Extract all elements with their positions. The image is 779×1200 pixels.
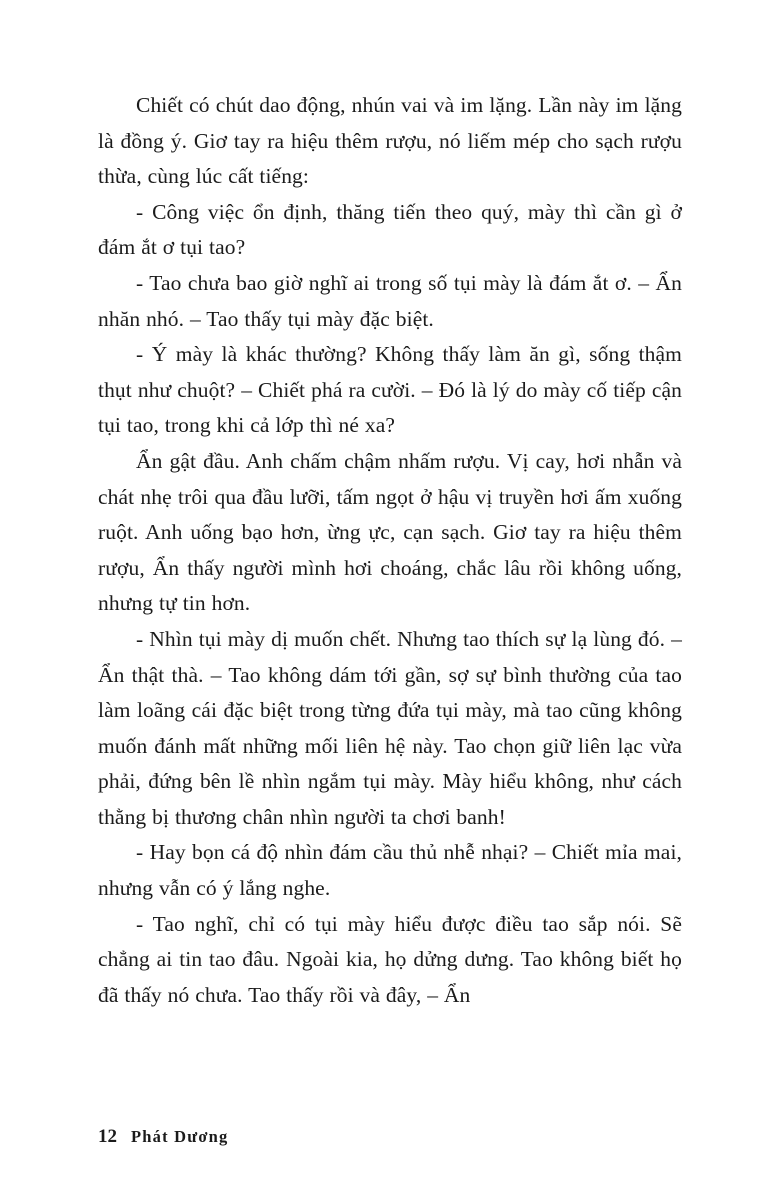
paragraph: - Hay bọn cá độ nhìn đám cầu thủ nhễ nhại? – Chiết mỉa mai, nhưng vẫn có ý lắng nghe. — [98, 840, 682, 901]
page-number: 12 — [98, 1126, 117, 1147]
paragraph: Ẩn gật đầu. Anh chấm chậm nhấm rượu. Vị cay, hơi nhẫn và chát nhẹ trôi qua đầu lưỡi, tấm ngọt ở hậu vị truyền hơi ấm xuống ruột. Anh uống bạo hơn, ừng ực, cạn sạch. Giơ tay ra hiệu thêm rượu, Ẩn thấy người mình hơi choáng, chắc lâu rồi không uống, nhưng tự tin hơn. — [98, 448, 682, 616]
page-footer — [98, 1126, 229, 1148]
paragraph: - Tao chưa bao giờ nghĩ ai trong số tụi mày là đám ắt ơ. – Ẩn nhăn nhó. – Tao thấy tụi mày đặc biệt. — [98, 270, 682, 331]
paragraph: - Ý mày là khác thường? Không thấy làm ăn gì, sống thậm thụt như chuột? – Chiết phá ra cười. – Đó là lý do mày cố tiếp cận tụi tao, trong khi cả lớp thì né xa? — [98, 342, 682, 438]
paragraph: - Tao nghĩ, chỉ có tụi mày hiểu được điều tao sắp nói. Sẽ chẳng ai tin tao đâu. Ngoài kia, họ dửng dưng. Tao không biết họ đã thấy nó chưa. Tao thấy rồi và đây, – Ẩn — [98, 911, 682, 1007]
paragraph: Chiết có chút dao động, nhún vai và im lặng. Lần này im lặng là đồng ý. Giơ tay ra hiệu thêm rượu, nó liếm mép cho sạch rượu thừa, cùng lúc cất tiếng: — [98, 93, 682, 189]
body-text — [98, 88, 682, 1013]
paragraph: - Nhìn tụi mày dị muốn chết. Nhưng tao thích sự lạ lùng đó. – Ẩn thật thà. – Tao không dám tới gần, sợ sự bình thường của tao làm loãng cái đặc biệt trong từng đứa tụi mày, mà tao cũng không muốn đánh mất những mối liên hệ này. Tao chọn giữ liên lạc vừa phải, đứng bên lề nhìn ngắm tụi mày. Mày hiểu không, như cách thằng bị thương chân nhìn người ta chơi banh! — [98, 626, 682, 829]
paragraph: - Công việc ổn định, thăng tiến theo quý, mày thì cần gì ở đám ắt ơ tụi tao? — [98, 199, 682, 260]
running-head: Phát Dương — [131, 1127, 229, 1146]
